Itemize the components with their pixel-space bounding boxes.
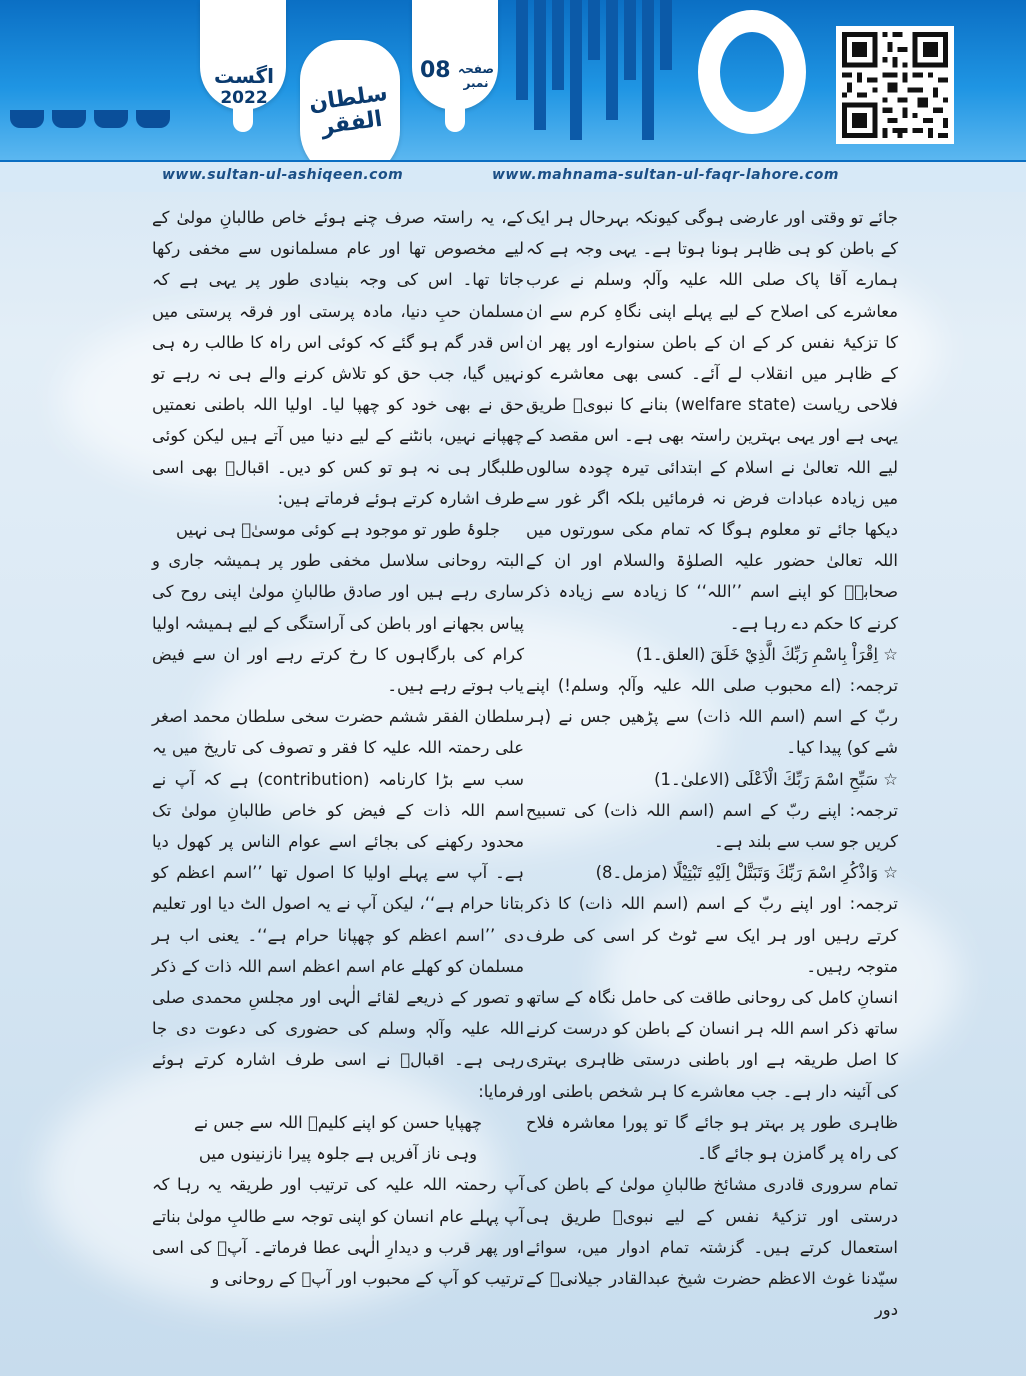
paragraph: البتہ روحانی سلاسل مخفی طور پر ہمیشہ جاری و ساری رہے ہیں اور صادق طالبانِ مولیٰ اپنی روح کی پیاس بجھانے اور باطن کی آراستگی کے لیے ہمیشہ اولیا کرام کی بارگاہوں کا رخ کرتے رہے اور ان سے فیض یاب ہوتے رہے ہیں۔: [152, 551, 524, 696]
quran-verse: ☆ وَاذْكُرِ اسْمَ رَبِّكَ وَتَبَتَّلْ اِلَيْهِ تَبْتِيْلًا (مزمل۔8): [595, 863, 898, 883]
quran-verse: ☆ اِقْرَاْ بِاسْمِ رَبِّكَ الَّذِيْ خَلَقَ (العلق۔1): [635, 644, 898, 664]
paragraph: انسانِ کامل کی روحانی طاقت کی حامل نگاہ کے ساتھ ساتھ ذکر اسم اللہ ہر انسان کے باطن کو درست کرنے کا اصل طریقہ ہے اور باطنی درستی ظاہری بہتری کی آئینہ دار ہے۔ جب معاشرے کا ہر شخص باطنی اور ظاہری طور پر بہتر ہو جائے گا تو پورا معاشرہ فلاح کی راہ پر گامزن ہو جائے گا۔: [526, 988, 898, 1164]
issue-month: اگست: [214, 64, 275, 88]
article-column-left: [152, 202, 524, 1294]
quran-verse: ☆ سَبِّحِ اسْمَ رَبِّكَ الْاَعْلَى (الاعلیٰ۔1): [654, 769, 898, 789]
website-link-mahnama[interactable]: www.mahnama-sultan-ul-faqr-lahore.com: [492, 167, 839, 183]
poetry-verse: چھپایا حسن کو اپنے کلیمؑ اللہ سے جس نے: [193, 1112, 483, 1132]
header-ring-decoration: [698, 10, 806, 134]
page-badge: [412, 0, 498, 110]
page-label: صفحہ نمبر: [458, 62, 494, 90]
paragraph: جائے تو وقتی اور عارضی ہوگی کیونکہ بہرحال ہر ایک کے باطن کو ہی ظاہر ہونا ہوتا ہے۔ یہی وجہ ہے کہ ہمارے آقا پاک صلی اللہ علیہ وآلہٖ وسلم نے عرب معاشرے کی اصلاح کے لیے پہلے اپنی نگاہِ کرم سے ان کا تزکیۂ نفس کر کے ان کے باطن سنوارے اور پھر ان کے ظاہر میں انقلاب لے آئے۔ کسی بھی معاشرے کو فلاحی ریاست (welfare state) بنانے کا نبویؐ طریق یہی ہے اور یہی بہترین راستہ بھی ہے۔ اس مقصد کے لیے اللہ تعالیٰ نے اسلام کے ابتدائی تیرہ چودہ سالوں میں زیادہ عبادات فرض نہ فرمائیں بلکہ اگر غور سے دیکھا جائے تو معلوم ہوگا کہ تمام مکی سورتوں میں اللہ تعالیٰ حضور علیہ الصلوٰۃ والسلام اور ان کے صحابہؓ کو اپنے اسم ’’اللہ‘‘ کا زیادہ سے زیادہ ذکر کرنے کا حکم دے رہا ہے۔: [526, 208, 898, 633]
page-header: [0, 0, 1026, 160]
paragraph: تمام سروری قادری مشائخ طالبانِ مولیٰ کے باطن کی درستی اور تزکیۂ نفس کے لیے نبویؐ طریق ہی استعمال کرتے ہیں۔ گزشتہ تمام ادوار میں، سوائے سیّدنا غوث الاعظم حضرت شیخ عبدالقادر جیلانیؓ کے دور: [526, 1175, 898, 1320]
paragraph: سلطان الفقر ششم حضرت سخی سلطان محمد اصغر علی رحمتہ اللہ علیہ کا فقر و تصوف کی تاریخ میں یہ سب سے بڑا کارنامہ (contribution) ہے کہ آپ نے اسم اللہ ذات کے فیض کو خاص طالبانِ مولیٰ تک محدود رکھنے کی بجائے اسے عوام الناس پر کھول دیا ہے۔ آپ سے پہلے اولیا کا اصول تھا ’’اسم اعظم کو بتانا حرام ہے‘‘، لیکن آپ نے یہ اصول الٹ دیا اور تعلیم دی ’’اسم اعظم کو چھپانا حرام ہے‘‘۔ یعنی اب ہر مسلمان کو کھلے عام اسم اعظم اسم اللہ ذات کے ذکر و تصور کے ذریعے لقائے الٰہی اور مجلسِ محمدی صلی اللہ علیہ وآلہٖ وسلم کی حضوری کی دعوت دی جا رہی ہے۔ اقبالؒ نے اسی طرف اشارہ کرتے ہوئے فرمایا:: [152, 707, 524, 1101]
qr-code-icon[interactable]: [836, 26, 954, 144]
poetry-verse: جلوۂ طور تو موجود ہے کوئی موسیٰؑ ہی نہیں: [176, 520, 500, 540]
paragraph: کے، یہ راستہ صرف چنے ہوئے خاص طالبانِ مولیٰ کے لیے مخصوص تھا اور عام مسلمانوں سے مخفی رکھا جاتا تھا۔ اس کی وجہ بنیادی طور پر یہی ہے کہ مسلمان حبِ دنیا، مادہ پرستی اور فرقہ پرستی میں اس قدر گم ہو گئے کہ کوئی اس راہ کا طالب رہ ہی نہیں گیا، جب حق کو تلاش کرنے والے ہی نہ رہے تو حق نے بھی خود کو چھپا لیا۔ اولیا اللہ باطنی نعمتیں چھپانے نہیں، بانٹنے کے لیے دنیا میں آتے ہیں لیکن کوئی طلبگار ہی نہ ہو تو کس کو دیں۔ اقبالؒ بھی اسی طرف اشارہ کرتے ہوئے فرماتے ہیں:: [152, 208, 524, 508]
verse-translation: ترجمہ: (اے محبوب صلی اللہ علیہ وآلہٖ وسلم!) اپنے ربّ کے اسم (اسم اللہ ذات) سے پڑھیں جس نے (ہر شے کو) پیدا کیا۔: [526, 676, 898, 758]
website-link-ashiqeen[interactable]: www.sultan-ul-ashiqeen.com: [162, 167, 404, 183]
magazine-logo: سلطان الفقر: [307, 80, 390, 141]
paragraph: آپ رحمتہ اللہ علیہ کی ترتیب اور طریقہ یہ رہا کہ آپ پہلے عام انسان کو اپنی توجہ سے طالبِ مولیٰ بناتے اور پھر قرب و دیدارِ الٰہی عطا فرماتے۔ آپؒ کی اسی ترتیب کو آپ کے محبوب اور آپؒ کے روحانی و: [152, 1175, 524, 1288]
article-column-right: [526, 202, 898, 1325]
header-decoration: [10, 110, 178, 132]
poetry-verse: وہی ناز آفریں ہے جلوہ پیرا نازنینوں میں: [198, 1144, 478, 1164]
issue-year: 2022: [220, 88, 268, 108]
website-bar: [0, 160, 1026, 192]
page-number: 08: [420, 58, 451, 83]
verse-translation: ترجمہ: اپنے ربّ کے اسم (اسم اللہ ذات) کی تسبیح کریں جو سب سے بلند ہے۔: [526, 800, 898, 852]
verse-translation: ترجمہ: اور اپنے ربّ کے اسم (اسم اللہ ذات) کا ذکر کرتے رہیں اور ہر ایک سے ٹوٹ کر اسی کی طرف متوجہ رہیں۔: [526, 894, 898, 976]
